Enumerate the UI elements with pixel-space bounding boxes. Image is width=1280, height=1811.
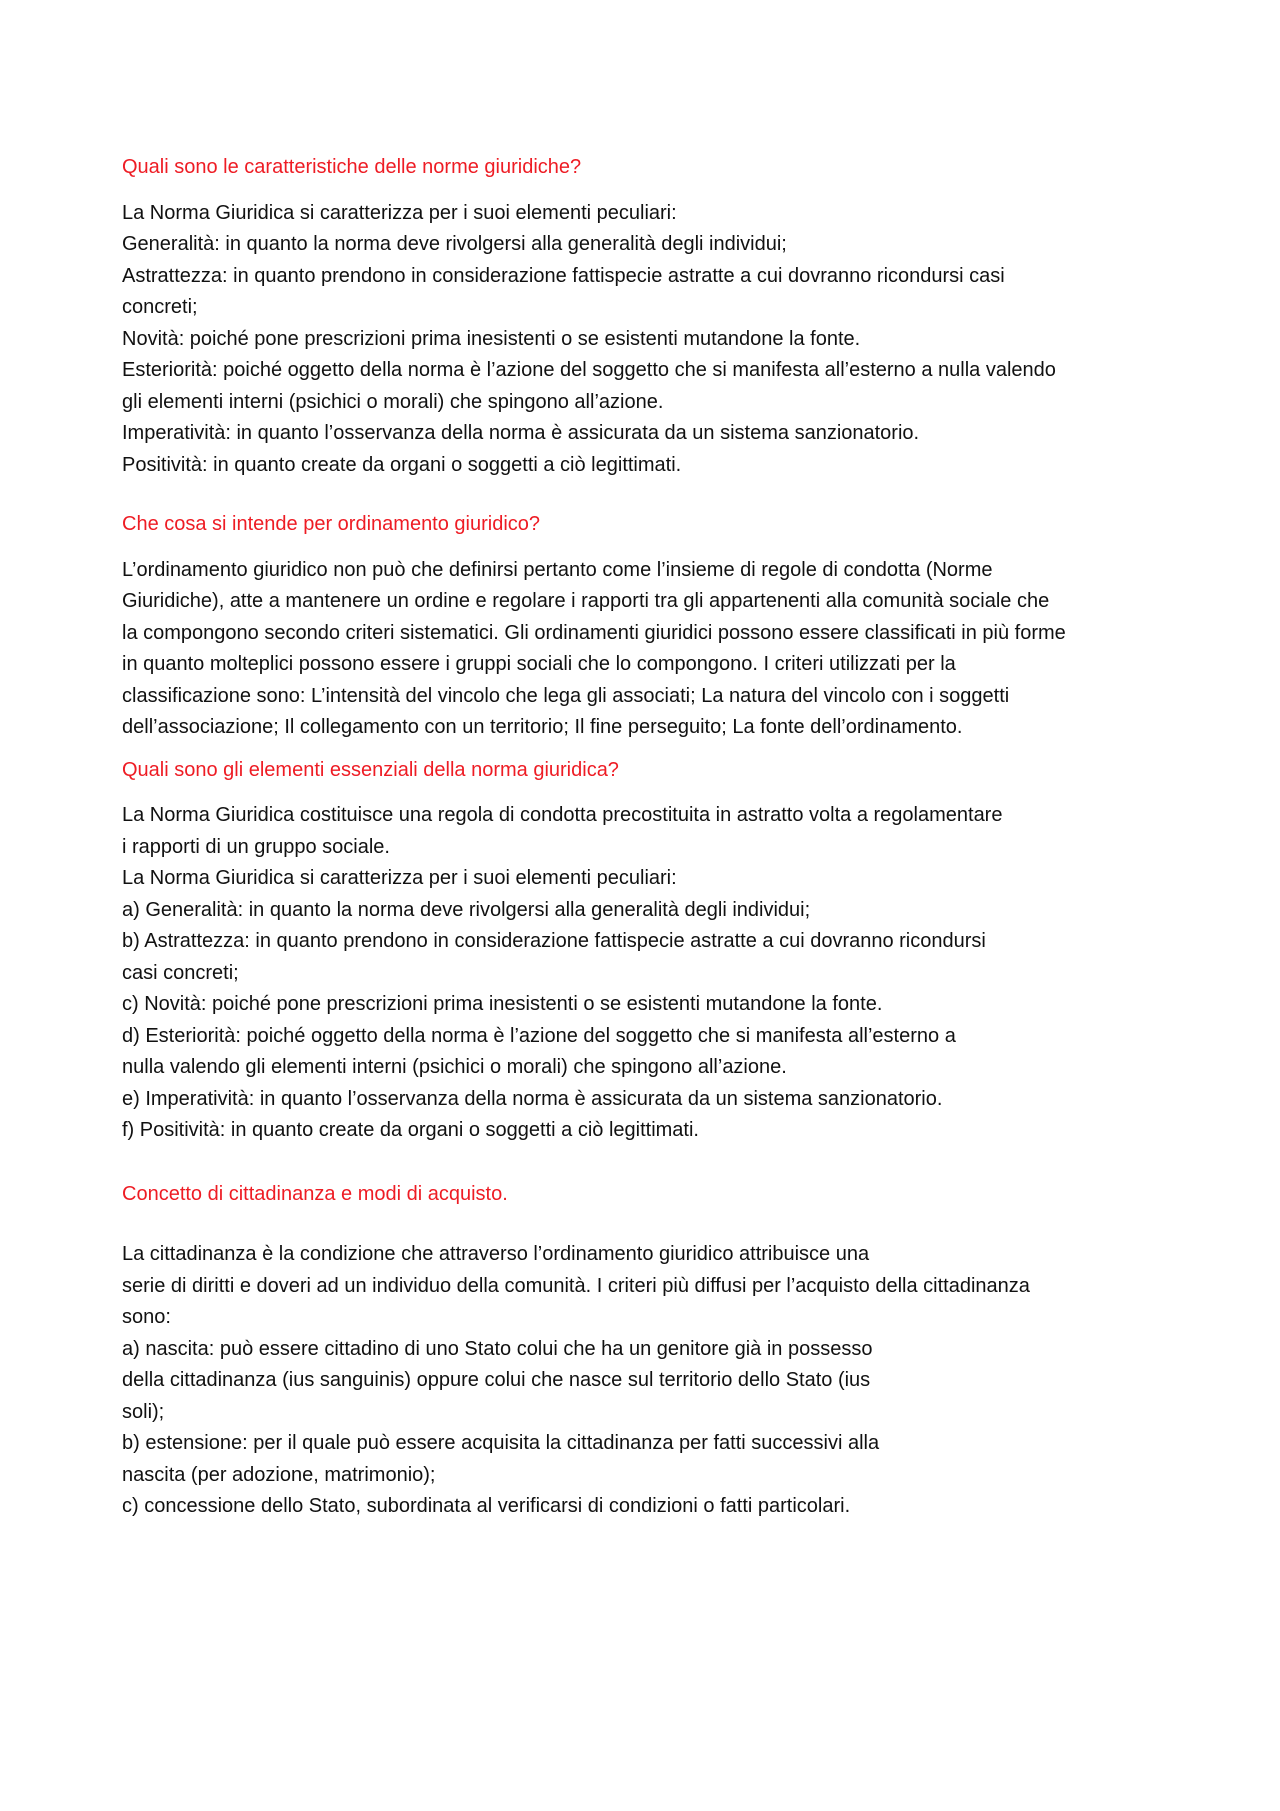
- body-line: b) Astrattezza: in quanto prendono in considerazione fattispecie astratte a cui dovranno ricondursi: [122, 930, 986, 952]
- body-line: i rapporti di un gruppo sociale.: [122, 835, 390, 858]
- body-line: La Norma Giuridica si caratterizza per i suoi elementi peculiari:: [122, 201, 677, 224]
- section-body: [122, 800, 1172, 1147]
- body-line: Imperatività: in quanto l’osservanza della norma è assicurata da un sistema sanzionatorio.: [122, 422, 920, 444]
- section-body: [122, 198, 1172, 482]
- body-line: della cittadinanza (ius sanguinis) oppure colui che nasce sul territorio dello Stato (ius: [122, 1369, 871, 1391]
- body-line: La Norma Giuridica si caratterizza per i suoi elementi peculiari:: [122, 867, 677, 889]
- body-line: dell’associazione; Il collegamento con un territorio; Il fine perseguito; La fonte dell’ordinamento.: [122, 716, 963, 738]
- body-line: La Norma Giuridica costituisce una regola di condotta precostituita in astratto volta a regolamentare: [122, 804, 1003, 826]
- body-line: a) Generalità: in quanto la norma deve rivolgersi alla generalità degli individui;: [122, 898, 811, 921]
- body-line: gli elementi interni (psichici o morali) che spingono all’azione.: [122, 390, 664, 413]
- body-line: serie di diritti e doveri ad un individuo della comunità. I criteri più diffusi per l’acquisto della cittadinanza: [122, 1274, 1030, 1297]
- body-line: concreti;: [122, 296, 198, 318]
- body-line: a) nascita: può essere cittadino di uno Stato colui che ha un genitore già in possesso: [122, 1337, 873, 1360]
- body-line: c) Novità: poiché pone prescrizioni prima inesistenti o se esistenti mutandone la fonte.: [122, 993, 883, 1015]
- body-line: in quanto molteplici possono essere i gruppi sociali che lo compongono. I criteri utilizzati per la: [122, 653, 956, 675]
- body-line: nulla valendo gli elementi interni (psichici o morali) che spingono all’azione.: [122, 1056, 787, 1078]
- body-line: f) Positività: in quanto create da organi o soggetti a ciò legittimati.: [122, 1119, 699, 1141]
- body-line: La cittadinanza è la condizione che attraverso l’ordinamento giuridico attribuisce una: [122, 1243, 870, 1265]
- body-line: L’ordinamento giuridico non può che definirsi pertanto come l’insieme di regole di condotta (Norme: [122, 558, 993, 581]
- body-line: c) concessione dello Stato, subordinata al verificarsi di condizioni o fatti particolari.: [122, 1495, 851, 1517]
- section-heading: Che cosa si intende per ordinamento giuridico?: [122, 513, 541, 535]
- section-heading: Concetto di cittadinanza e modi di acquisto.: [122, 1182, 508, 1205]
- body-line: e) Imperatività: in quanto l’osservanza della norma è assicurata da un sistema sanzionatorio.: [122, 1087, 943, 1110]
- body-line: Positività: in quanto create da organi o soggetti a ciò legittimati.: [122, 453, 682, 476]
- body-line: Generalità: in quanto la norma deve rivolgersi alla generalità degli individui;: [122, 233, 787, 255]
- body-line: nascita (per adozione, matrimonio);: [122, 1463, 436, 1486]
- body-line: soli);: [122, 1400, 165, 1423]
- body-line: Giuridiche), atte a mantenere un ordine e regolare i rapporti tra gli appartenenti alla comunità sociale che: [122, 590, 1050, 612]
- body-line: d) Esteriorità: poiché oggetto della norma è l’azione del soggetto che si manifesta all’esterno a: [122, 1024, 956, 1047]
- section-heading: Quali sono le caratteristiche delle norme giuridiche?: [122, 156, 582, 178]
- section-body: [122, 1239, 1172, 1523]
- body-line: classificazione sono: L’intensità del vincolo che lega gli associati; La natura del vincolo con i soggetti: [122, 684, 1010, 707]
- section-body: [122, 555, 1172, 744]
- body-line: sono:: [122, 1306, 171, 1328]
- body-line: Novità: poiché pone prescrizioni prima inesistenti o se esistenti mutandone la fonte.: [122, 327, 861, 350]
- body-line: b) estensione: per il quale può essere acquisita la cittadinanza per fatti successivi alla: [122, 1432, 880, 1454]
- body-line: Astrattezza: in quanto prendono in considerazione fattispecie astratte a cui dovranno ricondursi casi: [122, 264, 1005, 287]
- body-line: Esteriorità: poiché oggetto della norma è l’azione del soggetto che si manifesta all’esterno a nulla valendo: [122, 359, 1056, 381]
- document-page: [122, 152, 1172, 1523]
- body-line: la compongono secondo criteri sistematici. Gli ordinamenti giuridici possono essere classificati in più forme: [122, 621, 1066, 644]
- body-line: casi concreti;: [122, 961, 239, 984]
- section-heading: Quali sono gli elementi essenziali della norma giuridica?: [122, 758, 619, 781]
